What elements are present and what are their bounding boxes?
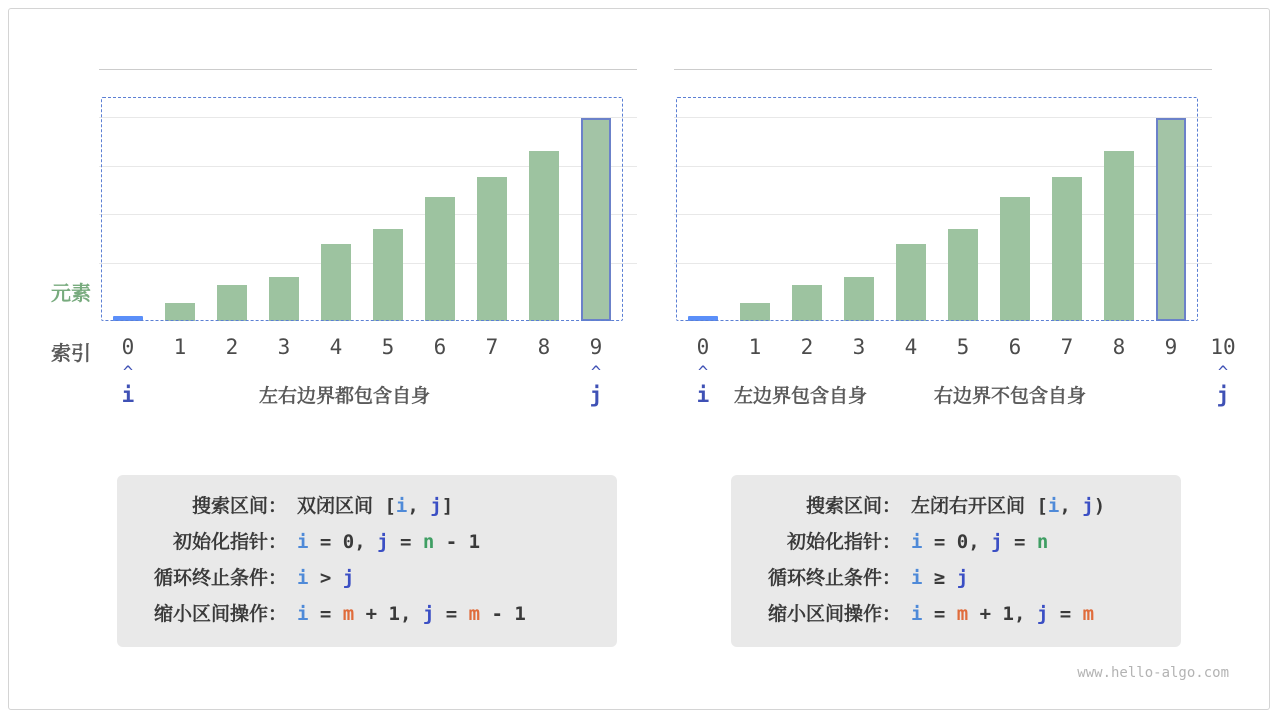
info-token: i — [297, 567, 309, 589]
info-key: 缩小区间操作： — [767, 604, 901, 625]
info-value — [297, 491, 453, 518]
info-key: 缩小区间操作： — [153, 604, 287, 625]
index-tick: 10 — [1210, 335, 1236, 359]
info-line — [753, 491, 1155, 518]
info-token: , — [1059, 495, 1083, 517]
index-tick: 3 — [852, 335, 866, 359]
info-token: - 1 — [434, 531, 481, 553]
index-tick: 0 — [121, 335, 135, 359]
search-interval-region — [101, 97, 623, 321]
info-token: = — [308, 603, 343, 625]
info-token: j — [342, 567, 355, 589]
info-token: ≥ — [922, 567, 957, 589]
info-token: ] — [441, 495, 454, 517]
index-tick: 4 — [904, 335, 918, 359]
pointer-label-j: j — [589, 383, 603, 407]
info-token: i — [1047, 495, 1060, 517]
info-token: j — [430, 495, 442, 517]
info-token: j — [422, 603, 435, 625]
index-tick: 8 — [537, 335, 551, 359]
info-key: 循环终止条件： — [153, 568, 287, 589]
index-row-label: 索引 — [51, 343, 91, 365]
info-token: = — [1048, 603, 1083, 625]
info-token: 双闭区间 [ — [297, 495, 396, 517]
search-interval-region — [676, 97, 1198, 321]
index-tick: 3 — [277, 335, 291, 359]
info-token: + 1, — [968, 603, 1037, 625]
index-tick: 2 — [800, 335, 814, 359]
info-line — [753, 527, 1155, 554]
info-key: 循环终止条件： — [767, 568, 901, 589]
info-value — [297, 603, 526, 625]
index-tick: 8 — [1112, 335, 1126, 359]
info-key: 初始化指针： — [786, 532, 901, 553]
info-key: 搜索区间： — [805, 496, 901, 517]
info-token: i — [911, 531, 923, 553]
index-tick: 0 — [696, 335, 710, 359]
info-value — [911, 491, 1105, 518]
info-token: = — [1002, 531, 1037, 553]
info-line — [753, 599, 1155, 626]
index-tick: 7 — [1060, 335, 1074, 359]
interval-info-box — [731, 475, 1181, 647]
info-key: 初始化指针： — [172, 532, 287, 553]
info-token: 左闭右开区间 [ — [911, 495, 1048, 517]
info-token: i — [911, 603, 923, 625]
element-row-label: 元素 — [51, 283, 91, 305]
pointer-label-j: j — [1216, 383, 1230, 407]
info-value — [911, 531, 1048, 553]
index-tick: 5 — [381, 335, 395, 359]
index-tick: 6 — [433, 335, 447, 359]
info-token: + 1, — [354, 603, 423, 625]
diagram-panel — [674, 69, 1246, 321]
info-line — [139, 563, 591, 590]
info-token: j — [991, 531, 1003, 553]
info-value — [911, 567, 968, 589]
index-tick: 7 — [485, 335, 499, 359]
pointer-caret: ^ — [697, 363, 709, 383]
info-token: i — [297, 603, 309, 625]
info-line — [753, 563, 1155, 590]
info-token: = — [434, 603, 469, 625]
info-token: ) — [1093, 495, 1106, 517]
info-token: m — [1082, 603, 1095, 625]
info-token: j — [956, 567, 969, 589]
info-token: i — [395, 495, 408, 517]
info-token: i — [911, 567, 923, 589]
diagram-panel — [99, 69, 619, 321]
info-key: 搜索区间： — [191, 496, 287, 517]
boundary-note: 左右边界都包含自身 — [259, 386, 431, 407]
interval-info-box — [117, 475, 617, 647]
watermark: www.hello-algo.com — [1077, 665, 1229, 681]
index-tick: 2 — [225, 335, 239, 359]
gridline — [99, 69, 637, 70]
info-token: n — [422, 531, 435, 553]
info-token: m — [342, 603, 355, 625]
pointer-caret: ^ — [122, 363, 134, 383]
info-token: = 0, — [922, 531, 992, 553]
info-token: i — [297, 531, 309, 553]
info-token: , — [407, 495, 431, 517]
info-token: j — [1036, 603, 1049, 625]
info-line — [139, 491, 591, 518]
pointer-caret: ^ — [1217, 363, 1229, 383]
info-token: j — [1082, 495, 1094, 517]
index-tick: 9 — [589, 335, 603, 359]
info-token: j — [377, 531, 389, 553]
info-token: - 1 — [480, 603, 526, 625]
info-line — [139, 599, 591, 626]
info-token: m — [956, 603, 969, 625]
info-token: = 0, — [308, 531, 378, 553]
info-value — [911, 603, 1094, 625]
info-token: n — [1036, 531, 1049, 553]
info-line — [139, 527, 591, 554]
index-tick: 6 — [1008, 335, 1022, 359]
boundary-note: 左边界包含自身 — [734, 386, 868, 407]
pointer-label-i: i — [696, 383, 710, 407]
info-token: = — [388, 531, 423, 553]
info-token: m — [468, 603, 481, 625]
info-value — [297, 567, 354, 589]
boundary-note: 右边界不包含自身 — [934, 386, 1087, 407]
index-tick: 4 — [329, 335, 343, 359]
info-token: > — [308, 567, 343, 589]
index-tick: 9 — [1164, 335, 1178, 359]
index-tick: 1 — [173, 335, 187, 359]
pointer-caret: ^ — [590, 363, 602, 383]
gridline — [674, 69, 1212, 70]
info-token: = — [922, 603, 957, 625]
diagram-frame — [8, 8, 1270, 710]
index-tick: 1 — [748, 335, 762, 359]
index-tick: 5 — [956, 335, 970, 359]
pointer-label-i: i — [121, 383, 135, 407]
info-value — [297, 531, 480, 553]
